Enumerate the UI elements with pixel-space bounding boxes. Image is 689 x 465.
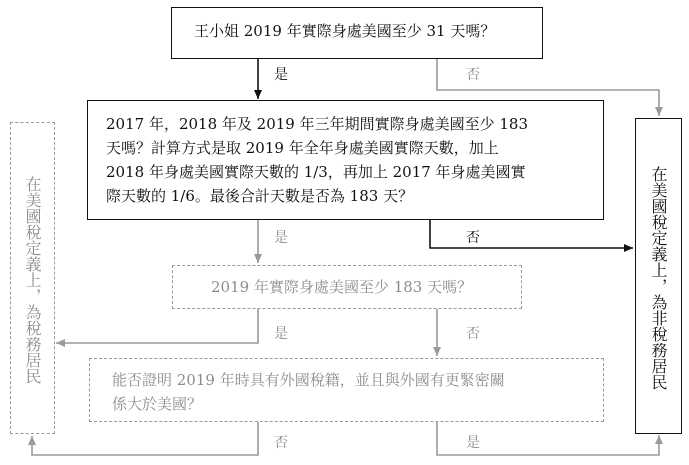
arrow-q4-no [32,422,258,455]
arrow-q2-no [430,220,633,248]
label-q1-no: 否 [466,67,480,83]
question-3-text: 2019 年實際身處美國至少 183 天嗎？ [211,278,473,296]
question-2-line-2: 天嗎？計算方式是取 2019 年全年身處美國實際天數，加上 [106,139,499,157]
question-2-box [87,100,604,220]
label-q3-no: 否 [466,326,480,342]
nonresident-text: 在美國稅定義上，為非稅務居民 [649,166,668,390]
question-2-line-3: 2018 年身處美國實際天數的 1/3，再加上 2017 年身處美國實 [106,163,526,181]
question-1-box [171,7,543,59]
label-q4-yes: 是 [466,435,480,451]
nonresident-box [635,118,682,434]
question-2-line-4: 際天數的 1/6。最後合計天數是否為 183 天？ [106,187,414,205]
label-q3-yes: 是 [274,326,288,342]
label-q4-no: 否 [274,435,288,451]
label-q1-yes: 是 [274,67,288,83]
label-q2-no: 否 [466,230,480,246]
resident-box [10,122,55,434]
resident-text: 在美國稅定義上，為稅務居民 [23,175,42,384]
question-3-box [172,265,522,309]
question-4-line-2: 係大於美國？ [112,395,203,413]
question-2-line-1: 2017 年，2018 年及 2019 年三年期間實際身處美國至少 183 [106,115,528,133]
arrow-q3-yes [56,309,258,343]
question-1-text: 王小姐 2019 年實際身處美國至少 31 天嗎？ [194,22,496,40]
question-4-box [89,358,604,422]
label-q2-yes: 是 [274,230,288,246]
question-4-line-1: 能否證明 2019 年時具有外國稅籍，並且與外國有更緊密關 [112,371,505,389]
